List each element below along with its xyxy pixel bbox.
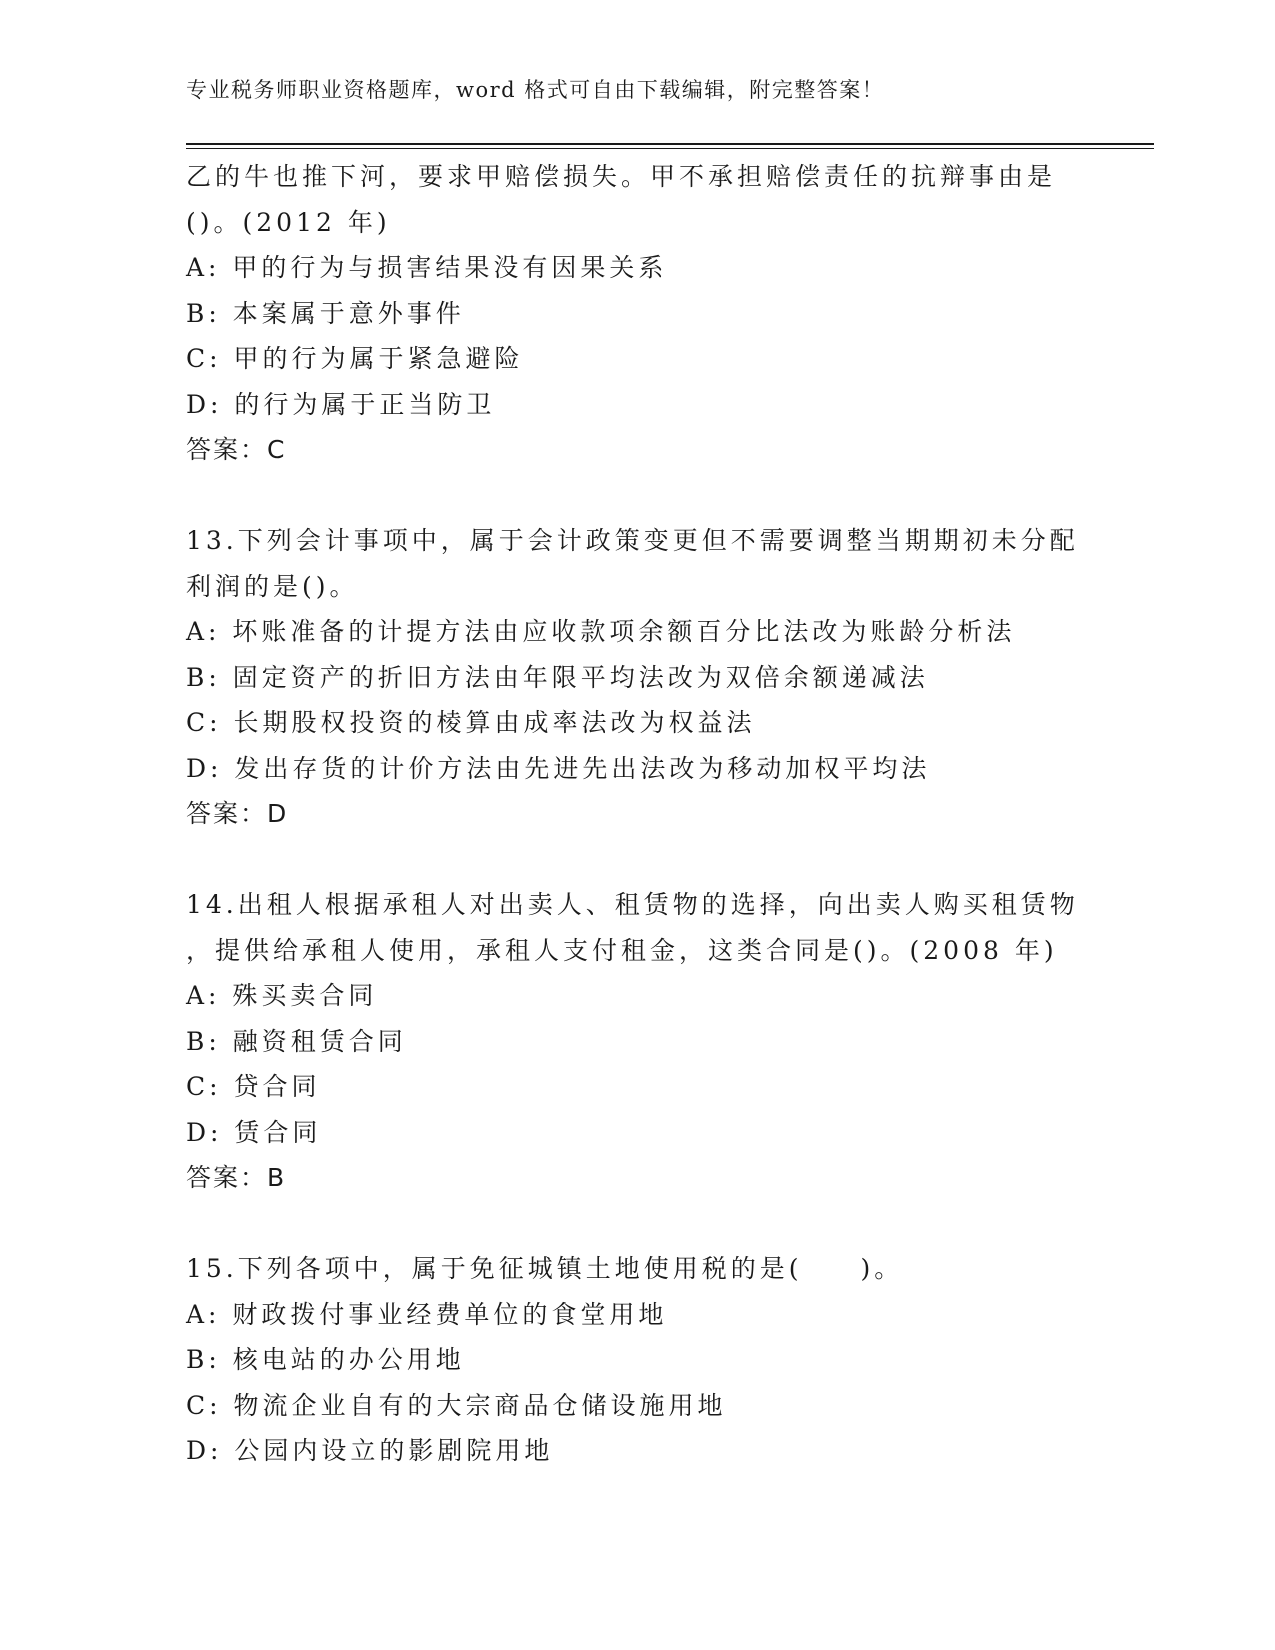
question-stem: 13.下列会计事项中，属于会计政策变更但不需要调整当期期初未分配: [186, 526, 1079, 555]
question-stem: ，提供给承租人使用，承租人支付租金，这类合同是()。(2008 年): [186, 935, 1058, 965]
option-d: D: 发出存货的计价方法由先进先出法改为移动加权平均法: [186, 753, 931, 783]
option-d: D: 赁合同: [186, 1117, 322, 1147]
option-a: A: 坏账准备的计提方法由应收款项余额百分比法改为账龄分析法: [186, 617, 1016, 646]
question-12: [186, 154, 1086, 473]
option-b: B: 本案属于意外事件: [186, 298, 465, 328]
page-header: 专业税务师职业资格题库，word 格式可自由下载编辑，附完整答案！: [186, 78, 885, 102]
question-14: [186, 882, 1086, 1201]
option-b: B: 核电站的办公用地: [186, 1345, 465, 1374]
question-stem: 15.下列各项中，属于免征城镇土地使用税的是( )。: [186, 1254, 904, 1283]
question-stem: ()。(2012 年): [186, 207, 391, 237]
question-stem: 利润的是()。: [186, 571, 359, 601]
option-a: A: 殊买卖合同: [186, 981, 378, 1010]
question-13: [186, 518, 1086, 837]
option-c: C: 甲的行为属于紧急避险: [186, 344, 524, 373]
answer: 答案：C: [186, 435, 287, 464]
option-c: C: 物流企业自有的大宗商品仓储设施用地: [186, 1390, 727, 1420]
option-a: A: 甲的行为与损害结果没有因果关系: [186, 253, 668, 282]
header-divider: [186, 143, 1154, 145]
option-c: C: 贷合同: [186, 1072, 321, 1101]
option-d: D: 的行为属于正当防卫: [186, 389, 496, 419]
option-d: D: 公园内设立的影剧院用地: [186, 1436, 554, 1465]
option-c: C: 长期股权投资的棱算由成率法改为权益法: [186, 708, 756, 737]
question-list: [186, 154, 1086, 1474]
question-15: [186, 1246, 1086, 1474]
answer: 答案：D: [186, 799, 289, 828]
header-divider-secondary: [186, 148, 1154, 149]
question-stem: 乙的牛也推下河，要求甲赔偿损失。甲不承担赔偿责任的抗辩事由是: [186, 162, 1057, 191]
answer: 答案：B: [186, 1163, 287, 1192]
option-b: B: 融资租赁合同: [186, 1026, 407, 1056]
option-b: B: 固定资产的折旧方法由年限平均法改为双倍余额递减法: [186, 662, 929, 692]
question-stem: 14.出租人根据承租人对出卖人、租赁物的选择，向出卖人购买租赁物: [186, 890, 1079, 919]
option-a: A: 财政拨付事业经费单位的食堂用地: [186, 1299, 668, 1329]
